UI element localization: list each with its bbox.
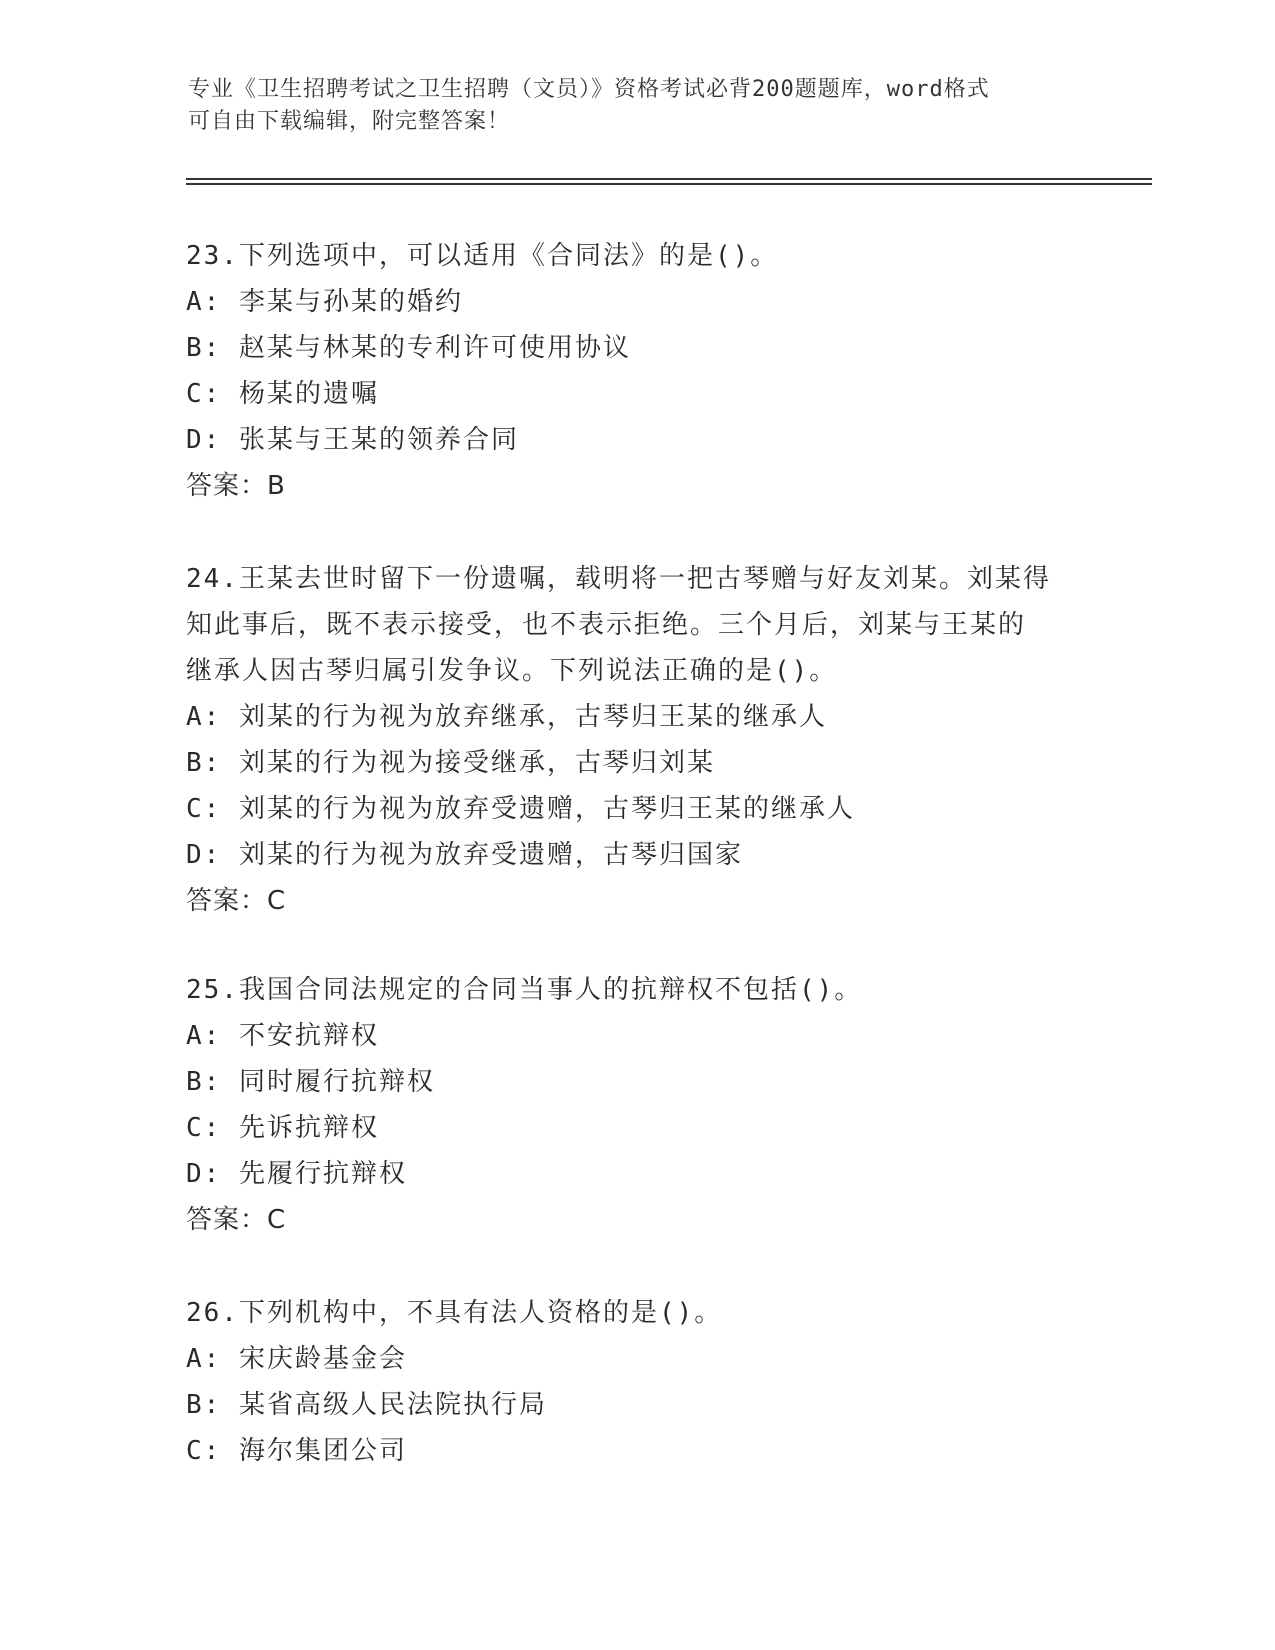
question-24 (186, 556, 1106, 924)
option-d: D: 刘某的行为视为放弃受遗赠，古琴归国家 (186, 840, 743, 870)
option-d: D: 张某与王某的领养合同 (186, 425, 519, 455)
option-c: C: 先诉抗辩权 (186, 1113, 379, 1143)
question-stem: 23.下列选项中，可以适用《合同法》的是()。 (186, 241, 779, 271)
option-a: A: 李某与孙某的婚约 (186, 287, 463, 317)
document-header (188, 74, 1088, 138)
question-stem-line-1: 24.王某去世时留下一份遗嘱，载明将一把古琴赠与好友刘某。刘某得 (186, 564, 1051, 594)
question-26 (186, 1290, 1106, 1474)
option-c: C: 海尔集团公司 (186, 1436, 407, 1466)
question-23 (186, 233, 1106, 509)
option-c: C: 刘某的行为视为放弃受遗赠，古琴归王某的继承人 (186, 794, 855, 824)
option-b: B: 某省高级人民法院执行局 (186, 1390, 547, 1420)
question-stem-line-3: 继承人因古琴归属引发争议。下列说法正确的是()。 (186, 656, 838, 686)
header-line-1: 专业《卫生招聘考试之卫生招聘（文员）》资格考试必背200题题库，word格式 (188, 77, 990, 102)
option-b: B: 刘某的行为视为接受继承，古琴归刘某 (186, 748, 715, 778)
option-d: D: 先履行抗辩权 (186, 1159, 407, 1189)
option-a: A: 刘某的行为视为放弃继承，古琴归王某的继承人 (186, 702, 827, 732)
question-stem: 25.我国合同法规定的合同当事人的抗辩权不包括()。 (186, 975, 863, 1005)
option-a: A: 宋庆龄基金会 (186, 1344, 407, 1374)
header-divider-top (186, 178, 1152, 180)
question-stem: 26.下列机构中，不具有法人资格的是()。 (186, 1298, 723, 1328)
question-25 (186, 967, 1106, 1243)
option-b: B: 同时履行抗辩权 (186, 1067, 435, 1097)
option-c: C: 杨某的遗嘱 (186, 379, 379, 409)
option-b: B: 赵某与林某的专利许可使用协议 (186, 333, 631, 363)
answer-line: 答案：C (186, 1205, 287, 1235)
answer-line: 答案：C (186, 886, 287, 916)
question-stem-line-2: 知此事后，既不表示接受，也不表示拒绝。三个月后，刘某与王某的 (186, 610, 1027, 640)
answer-line: 答案：B (186, 471, 286, 501)
option-a: A: 不安抗辩权 (186, 1021, 379, 1051)
header-line-2: 可自由下载编辑，附完整答案！ (188, 109, 511, 134)
header-divider-bottom (186, 183, 1152, 185)
